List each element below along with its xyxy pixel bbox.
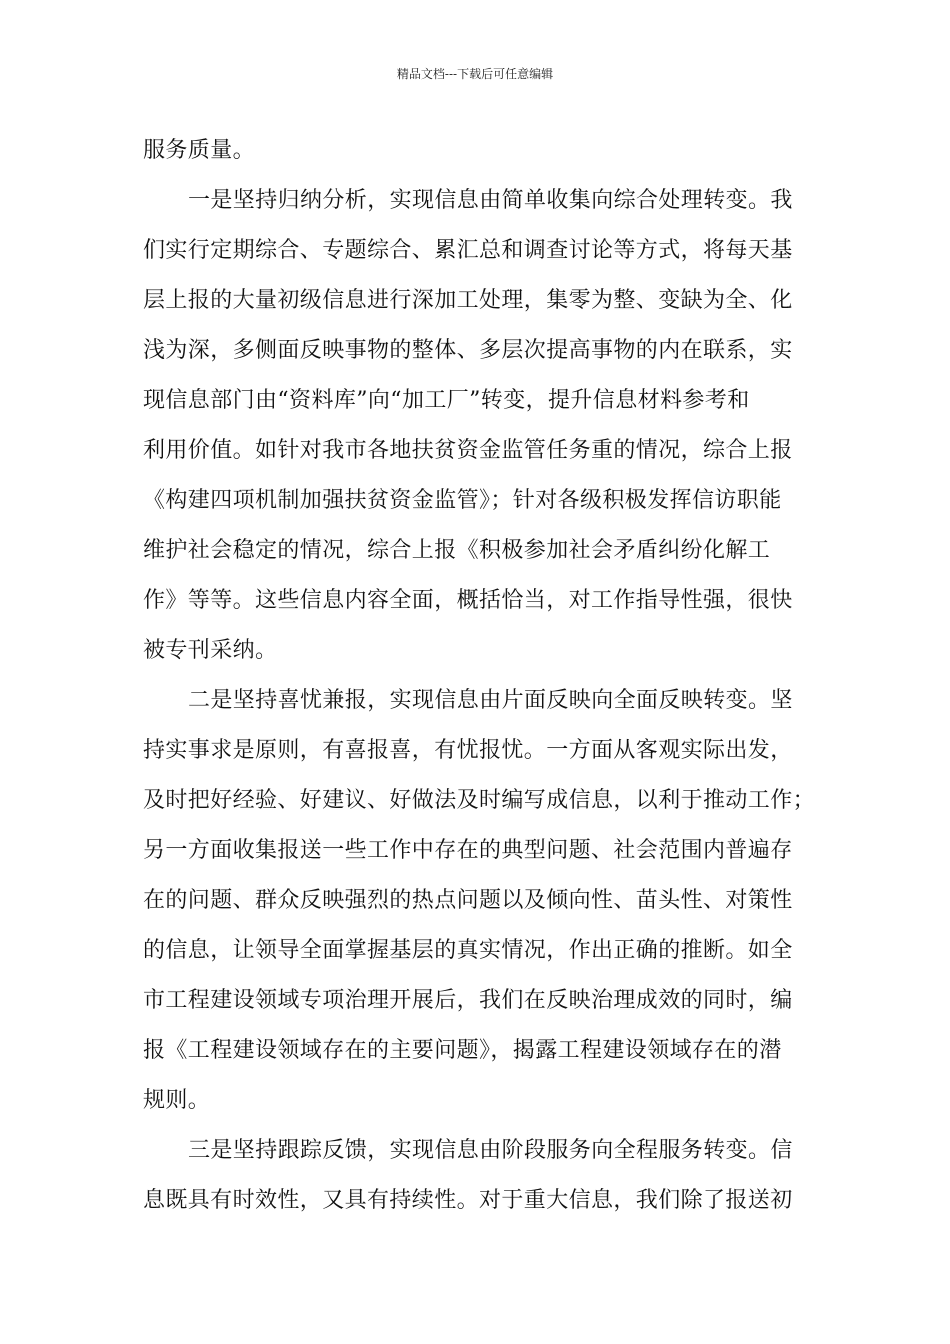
text-line: 市工程建设领域专项治理开展后，我们在反映治理成效的同时，编 [143,988,793,1013]
text-line: 们实行定期综合、专题综合、累汇总和调查讨论等方式，将每天基 [143,238,793,263]
text-line: 被专刊采纳。 [143,638,278,663]
paragraph-first-line: 一是坚持归纳分析，实现信息由简单收集向综合处理转变。我 [188,188,793,213]
text-line: 作》等等。这些信息内容全面，概括恰当，对工作指导性强，很快 [143,588,793,613]
text-line: 另一方面收集报送一些工作中存在的典型问题、社会范围内普遍存 [143,838,793,863]
text-line: 息既具有时效性，又具有持续性。对于重大信息，我们除了报送初 [143,1188,793,1213]
text-line: 现信息部门由“资料库”向“加工厂”转变，提升信息材料参考和 [143,388,750,413]
text-line: 服务质量。 [143,138,256,163]
text-line: 浅为深，多侧面反映事物的整体、多层次提高事物的内在联系，实 [143,338,793,363]
text-line: 及时把好经验、好建议、好做法及时编写成信息，以利于推动工作； [143,788,816,813]
page-header: 精品文档---下载后可任意编辑 [396,67,554,81]
text-line: 《构建四项机制加强扶贫资金监管》；针对各级积极发挥信访职能 [143,488,782,513]
text-line: 的信息，让领导全面掌握基层的真实情况，作出正确的推断。如全 [143,938,793,963]
text-line: 在的问题、群众反映强烈的热点问题以及倾向性、苗头性、对策性 [143,888,793,913]
text-line: 利用价值。如针对我市各地扶贫资金监管任务重的情况，综合上报 [143,438,793,463]
text-line: 规则。 [143,1088,211,1113]
text-line: 报《工程建设领域存在的主要问题》，揭露工程建设领域存在的潜 [143,1038,782,1063]
paragraph-first-line: 三是坚持跟踪反馈，实现信息由阶段服务向全程服务转变。信 [188,1138,793,1163]
text-line: 层上报的大量初级信息进行深加工处理，集零为整、变缺为全、化 [143,288,793,313]
text-line: 持实事求是原则，有喜报喜，有忧报忧。一方面从客观实际出发， [143,738,793,763]
text-line: 维护社会稳定的情况，综合上报《积极参加社会矛盾纠纷化解工 [143,538,771,563]
paragraph-first-line: 二是坚持喜忧兼报，实现信息由片面反映向全面反映转变。坚 [188,688,793,713]
document-body [143,126,816,1226]
